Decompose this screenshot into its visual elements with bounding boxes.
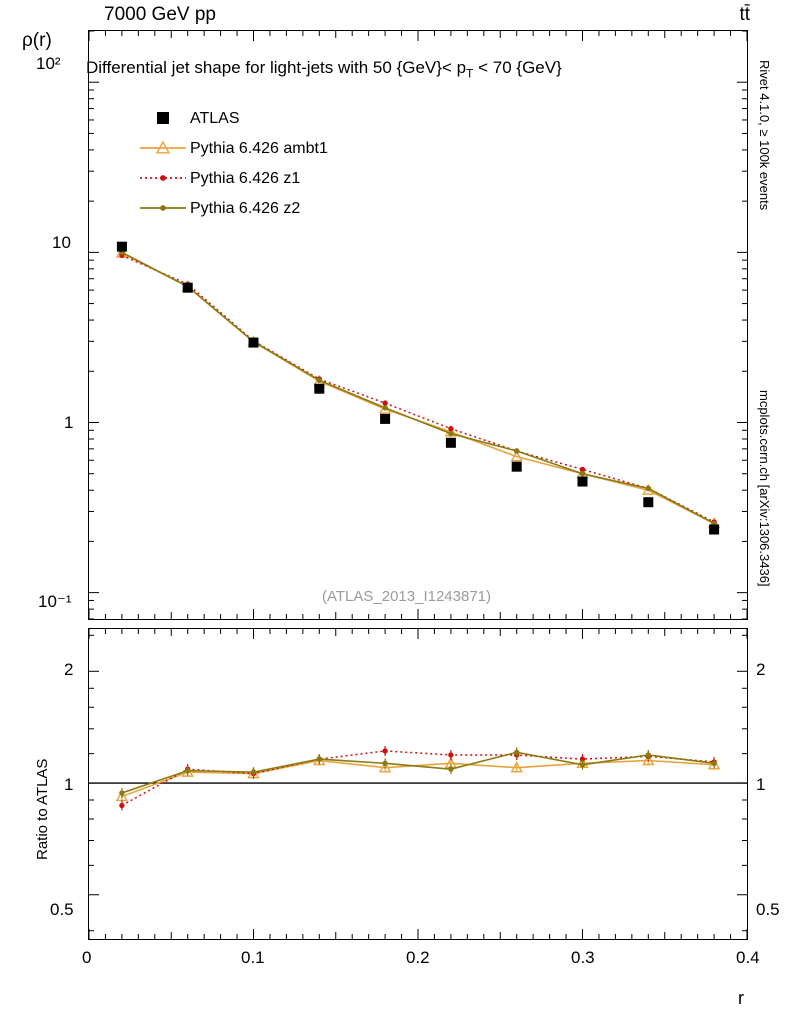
ratio-y-tick-label-0p5-right: 0.5 [756, 900, 780, 919]
plot-title-sub: T [466, 66, 474, 81]
plot-title-post: < 70 {GeV} [473, 58, 562, 77]
y-tick-label-1: 1 [64, 413, 74, 432]
main-plot-frame [88, 30, 748, 620]
x-tick-label-0p2: 0.2 [406, 948, 430, 967]
ratio-y-tick-label-1-right: 1 [756, 775, 766, 794]
x-axis-title: r [738, 988, 744, 1008]
y-tick-label-100: 10² [36, 54, 61, 73]
header-right: tt̄ [739, 4, 750, 25]
legend-label-atlas: ATLAS [190, 110, 240, 127]
x-tick-label-0: 0 [82, 948, 92, 967]
side-text-mcplots: mcplots.cern.ch [arXiv:1306.3436] [757, 390, 772, 587]
ratio-y-tick-label-2-left: 2 [64, 660, 74, 679]
y-tick-label-10: 10 [52, 233, 71, 252]
header-left: 7000 GeV pp [104, 4, 216, 25]
y-tick-label-0p1: 10⁻¹ [38, 592, 72, 611]
legend-label-z1: Pythia 6.426 z1 [190, 170, 301, 187]
x-tick-label-0p3: 0.3 [571, 948, 595, 967]
side-text-rivet: Rivet 4.1.0, ≥ 100k events [757, 60, 772, 211]
ratio-y-tick-label-0p5-left: 0.5 [50, 900, 74, 919]
x-tick-label-0p4: 0.4 [736, 948, 760, 967]
ratio-plot-frame [88, 628, 748, 940]
plot-title-pre: Differential jet shape for light-jets with 50 {GeV}< p [86, 58, 467, 77]
legend-label-ambt1: Pythia 6.426 ambt1 [190, 140, 328, 157]
y-axis-title: ρ(r) [22, 30, 52, 51]
x-tick-label-0p1: 0.1 [241, 948, 265, 967]
ratio-y-axis-title: Ratio to ATLAS [34, 758, 51, 860]
analysis-watermark: (ATLAS_2013_I1243871) [322, 588, 492, 605]
ratio-y-tick-label-2-right: 2 [756, 660, 766, 679]
ratio-y-tick-label-1-left: 1 [64, 775, 74, 794]
legend-label-z2: Pythia 6.426 z2 [190, 200, 301, 217]
